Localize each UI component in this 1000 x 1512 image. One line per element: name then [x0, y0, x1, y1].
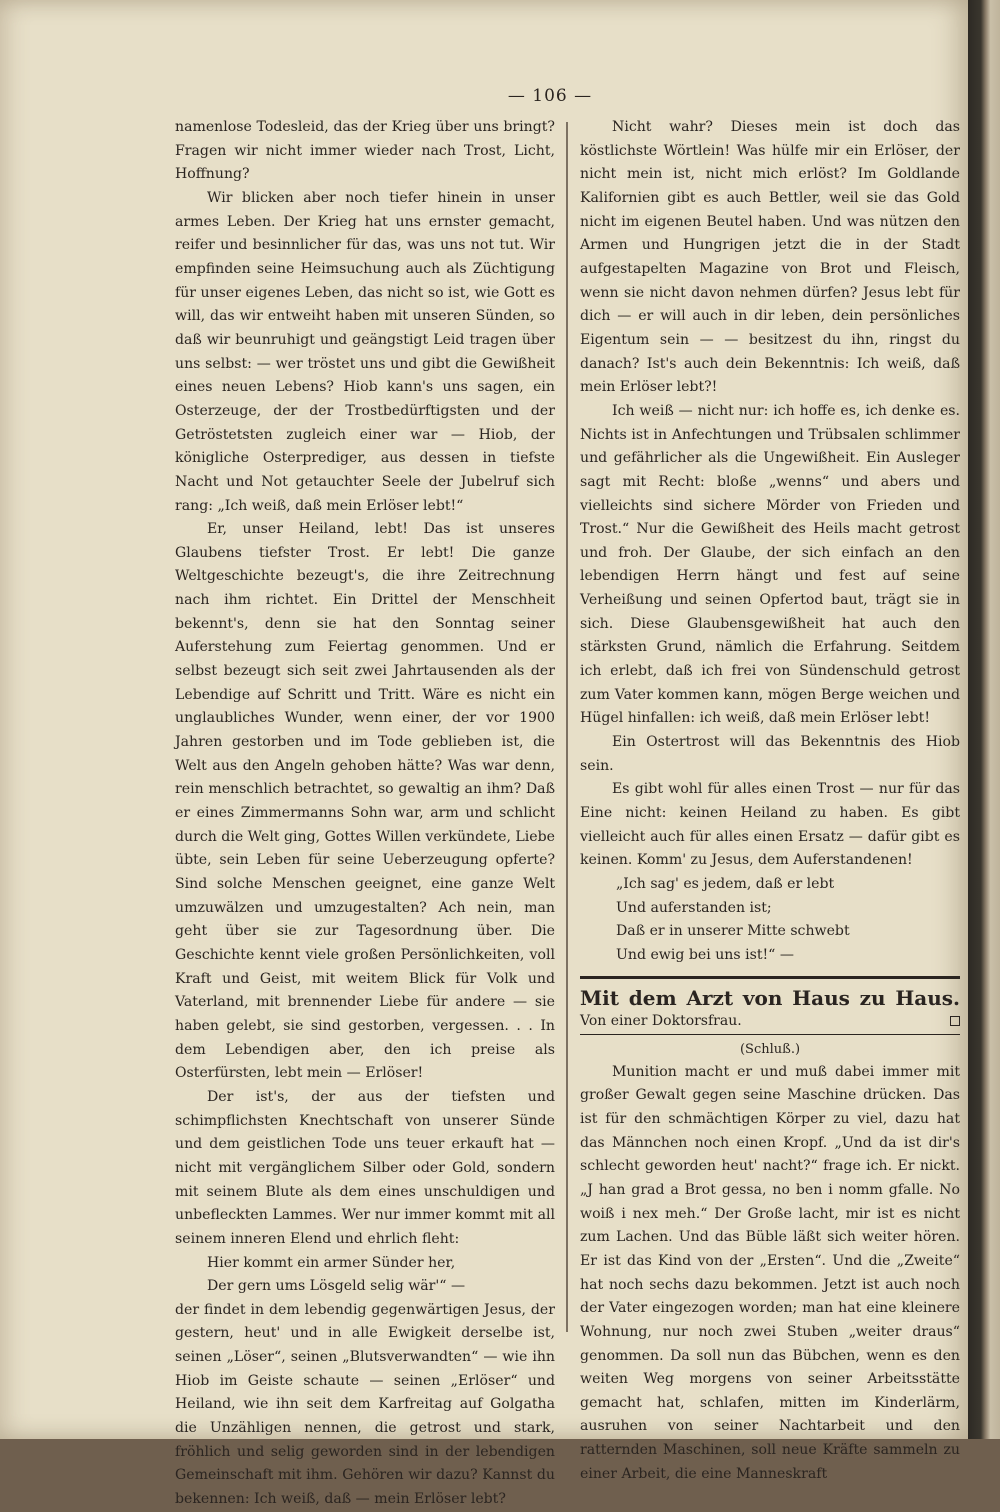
- paragraph: Der ist's, der aus der tiefsten und schimpflichsten Knechtschaft von unserer Sünde und dem geistlichen Tode uns teuer erkauft hat — nicht mit vergänglichem Silber oder Gold, sondern mit seinem Blute als dem eines unschuldigen und unbefleckten Lammes. Wer nur immer kommt mit all seinem inneren Elend und ehrlich fleht:: [175, 1088, 555, 1247]
- paragraph: Ein Ostertrost will das Bekenntnis des Hiob sein.: [580, 734, 960, 774]
- paragraph: der findet in dem lebendig gegenwärtigen Jesus, der gestern, heut' und in alle Ewigkeit derselbe ist, seinen „Löser“, seinen „Blutsverwandten“ — wie ihn Hiob im Geiste schaute — seinen „Erlöser“ und Heiland, wie ihn seit dem Karfreitag auf Golgatha die Unzähligen nennen, die getrost und stark, fröhlich und selig geworden sind in der lebendigen Gemeinschaft mit ihm. Gehören wir dazu? Kannst du bekennen: Ich weiß, daß — mein Erlöser lebt?: [175, 1301, 555, 1508]
- poem-line: Und auferstanden ist;: [616, 899, 772, 916]
- article-title-word: Haus: [792, 985, 850, 1010]
- article-top-rule: [580, 976, 960, 979]
- paragraph: Er, unser Heiland, lebt! Das ist unseres Glaubens tiefster Trost. Er lebt! Die ganze Weltgeschichte bezeugt's, die ihre Zeitrechnung nach ihm richtet. Ein Drittel der Menschheit bekennt's, denn sie hat den Sonntag seiner Auferstehung zum Feiertag genommen. Und er selbst bezeugt sich seit zwei Jahrtausenden als der Lebendige auf Schritt und Tritt. Wäre es nicht ein unglaubliches Wunder, wenn einer, der vor 1900 Jahren gestorben und im Tode geblieben ist, die Welt aus den Angeln gehoben hätte? Was war denn, rein menschlich betrachtet, so gewaltig an ihm? Daß er eines Zimmermanns Sohn war, arm und schlicht durch die Welt ging, Gottes Willen verkündete, Liebe übte, sein Leben für seine Ueberzeugung opferte? Sind solche Menschen geeignet, eine ganze Welt umzuwälzen und umzugestalten? Ach nein, man geht über sie zur Tagesordnung über. Die Geschichte kennt viele großen Persönlichkeiten, voll Kraft und Geist, mit weitem Blick für Volk und Vaterland, mit brennender Liebe für andere — sie haben gelebt, sie sind gestorben, vergessen. . . In dem Lebendigen aber, den ich preise als Osterfürsten, lebt mein — Erlöser!: [175, 521, 555, 1082]
- ornament-square-icon: [950, 1016, 960, 1026]
- paragraph: Es gibt wohl für alles einen Trost — nur für das Eine nicht: keinen Heiland zu haben. Es gibt vielleicht auch für alles einen Ersatz — dafür gibt es keinen. Komm' zu Jesus, dem Auferstandenen!: [580, 781, 960, 869]
- column-divider: [566, 122, 568, 1332]
- book-binding-edge: [968, 0, 1000, 1439]
- right-column: [580, 116, 960, 1486]
- page-number: — 106 —: [507, 86, 593, 106]
- article-title-word: dem: [628, 985, 677, 1010]
- article-subtitle: Von einer Doktorsfrau.: [580, 1012, 742, 1029]
- article-bottom-rule: [580, 1034, 960, 1035]
- poem-line: Und ewig bei uns ist!“ —: [616, 946, 794, 963]
- article-title-word: Haus.: [895, 985, 960, 1010]
- left-column: [175, 116, 555, 1512]
- paragraph: Wir blicken aber noch tiefer hinein in unser armes Leben. Der Krieg hat uns ernster gemacht, reifer und besinnlicher für das, was uns not tut. Wir empfinden seine Heimsuchung auch als Züchtigung für unser eigenes Leben, das nicht so ist, wie Gott es will, das wir entweiht haben mit unseren Sünden, so daß wir beunruhigt und geängstigt Leid tragen über uns selbst: — wer tröstet uns und gibt die Gewißheit eines neuen Lebens? Hiob kann's uns sagen, ein Osterzeuge, der der Trostbedürftigsten und der Getröstetsten zugleich einer war — Hiob, der königliche Osterprediger, aus dessen in tiefste Nacht und Not getauchter Seele der Jubelruf sich rang: „Ich weiß, daß mein Erlöser lebt!“: [175, 189, 555, 514]
- poem-line: Daß er in unserer Mitte schwebt: [616, 923, 850, 940]
- article-byline: [580, 1011, 960, 1031]
- paragraph: namenlose Todesleid, das der Krieg über uns bringt? Fragen wir nicht immer wieder nach Trost, Licht, Hoffnung?: [175, 119, 555, 183]
- continuation-note: (Schluß.): [739, 1041, 801, 1057]
- verse-line: Der gern ums Lösgeld selig wär'“ —: [207, 1278, 466, 1295]
- article-title-word: Arzt: [686, 985, 734, 1010]
- poem: [580, 873, 960, 968]
- paragraph: Nicht wahr? Dieses mein ist doch das köstlichste Wörtlein! Was hülfe mir ein Erlöser, der nicht mein ist, nicht mich erlöst? Im Goldlande Kalifornien gibt es auch Bettler, weil sie das Gold nicht im eigenen Beutel haben. Und was nützen den Armen und Hungrigen jetzt die in der Stadt aufgestapelten Magazine von Brot und Fleisch, wenn sie nicht davon nehmen dürfen? Jesus lebt für dich — er will auch in dir leben, dein persönliches Eigentum sein — — besitzest du ihn, ringst du danach? Ist's auch dein Bekenntnis: Ich weiß, daß mein Erlöser lebt?!: [580, 119, 960, 396]
- article-title-word: von: [742, 985, 783, 1010]
- article-body: Munition macht er und muß dabei immer mit großer Gewalt gegen seine Maschine drücken. Das ist für den schmächtigen Körper zu viel, dazu hat das Männchen noch einen Kropf. „Und da ist dir's schlecht geworden heut' nacht?“ frage ich. Er nickt. „J han grad a Brot gessa, no ben i nomm gfalle. No woiß i nex meh.“ Der Große lacht, mir ist es nicht zum Lachen. Und das Büble läßt sich weiter hören. Er ist das Kind von der „Ersten“. Und die „Zweite“ hat noch sechs dazu bekommen. Jetzt ist auch noch der Vater eingezogen worden; man hat eine kleinere Wohnung, nur noch zwei Stuben „weiter draus“ genommen. Da soll nun das Bübchen, wenn es den weiten Weg morgens von seiner Arbeitsstätte gemacht hat, schlafen, mitten im Kinderlärm, ausruhen von seiner Nachtarbeit und den ratternden Maschinen, soll neue Kräfte sammeln zu einer Arbeit, die eine Manneskraft: [580, 1063, 960, 1482]
- verse-line: Hier kommt ein armer Sünder her,: [207, 1254, 456, 1271]
- poem-line: „Ich sag' es jedem, daß er lebt: [616, 876, 835, 892]
- paragraph: Ich weiß — nicht nur: ich hoffe es, ich denke es. Nichts ist in Anfechtungen und Trübsalen schlimmer und gefährlicher als die Ungewißheit. Ein Ausleger sagt mit Recht: bloße „wenns“ und abers und vielleichts sind sichere Mörder von Frieden und Trost.“ Nur die Gewißheit des Heils macht getrost und froh. Der Glaube, der sich einfach an den lebendigen Herrn hängt und fest auf seine Verheißung und seinen Opfertod baut, trägt sie in sich. Diese Glaubensgewißheit hat auch den stärksten Grund, nämlich die Erfahrung. Seitdem ich erlebt, daß ich frei von Sündenschuld getrost zum Vater kommen kann, mögen Berge weichen und Hügel hinfallen: ich weiß, daß mein Erlöser lebt!: [580, 402, 960, 727]
- article-title-word: Mit: [580, 985, 619, 1010]
- article-title-word: zu: [859, 985, 886, 1010]
- article-title: [580, 985, 960, 1011]
